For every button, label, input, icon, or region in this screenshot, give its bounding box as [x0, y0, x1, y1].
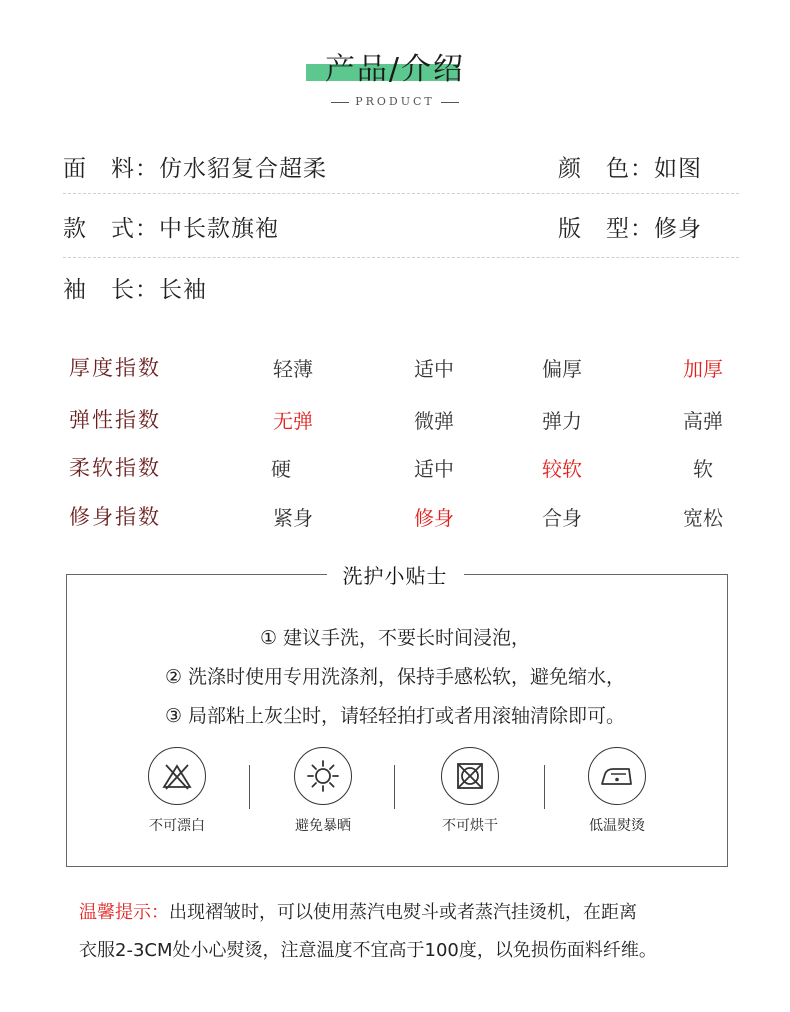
- spec-fabric-value: 仿水貂复合超柔: [159, 156, 327, 182]
- care-line-2: ② 洗涤时使用专用洗涤剂，保持手感松软，避免缩水，: [164, 666, 626, 688]
- no-tumble-dry-icon: [441, 747, 499, 805]
- icon-label-no-sun: 避免暴晒: [295, 818, 351, 834]
- spec-style-value: 中长款旗袍: [159, 216, 279, 242]
- tip-text-1: 出现褶皱时，可以使用蒸汽电熨斗或者蒸汽挂烫机，在距离: [169, 902, 637, 923]
- index-option: 合身: [542, 506, 582, 530]
- spec-sleeve-label: 袖 长：: [63, 277, 159, 303]
- spec-style-label: 款 式：: [63, 216, 159, 242]
- index-option: 高弹: [683, 409, 723, 433]
- no-sun-icon: [294, 747, 352, 805]
- spec-fit: [558, 210, 702, 243]
- index-option: 宽松: [683, 506, 723, 530]
- index-option: 适中: [414, 457, 454, 481]
- index-label-fit: 修身指数: [69, 505, 161, 529]
- subtitle-line-right: [441, 102, 459, 103]
- tip-line-2: 衣服2-3CM处小心熨烫，注意温度不宜高于100度，以免损伤面料纤维。: [79, 940, 657, 961]
- index-option: 偏厚: [542, 357, 582, 381]
- icon-label-low-iron: 低温熨烫: [589, 818, 645, 834]
- spec-color-label: 颜 色：: [558, 156, 654, 182]
- tip-line-1: [79, 898, 637, 924]
- icon-divider: [249, 765, 250, 809]
- index-label-elasticity: 弹性指数: [69, 408, 161, 432]
- index-option: 微弹: [414, 409, 454, 433]
- spec-fabric: [63, 150, 327, 183]
- index-label-softness: 柔软指数: [69, 456, 161, 480]
- care-title: [0, 560, 790, 589]
- care-title-text: 洗护小贴士: [327, 564, 464, 588]
- icon-divider: [394, 765, 395, 809]
- spec-fabric-label: 面 料：: [63, 156, 159, 182]
- icon-label-no-bleach: 不可漂白: [149, 818, 205, 834]
- care-line-3: ③ 局部粘上灰尘时，请轻轻拍打或者用滚轴清除即可。: [164, 705, 626, 727]
- index-option: 紧身: [273, 506, 313, 530]
- spec-color-value: 如图: [654, 156, 702, 182]
- spec-divider: [63, 193, 739, 194]
- spec-style: [63, 210, 279, 243]
- index-option: 弹力: [542, 409, 582, 433]
- index-option: 适中: [414, 357, 454, 381]
- spec-sleeve: [63, 271, 207, 304]
- spec-fit-label: 版 型：: [558, 216, 654, 242]
- page-subtitle: [0, 95, 790, 108]
- index-label-thickness: 厚度指数: [69, 356, 161, 380]
- spec-fit-value: 修身: [654, 216, 702, 242]
- no-bleach-icon: [148, 747, 206, 805]
- index-option-selected: 无弹: [273, 409, 313, 433]
- spec-sleeve-value: 长袖: [159, 277, 207, 303]
- index-option-selected: 加厚: [683, 357, 723, 381]
- spec-color: [558, 150, 702, 183]
- index-option-selected: 修身: [414, 506, 454, 530]
- tip-label: 温馨提示：: [79, 902, 169, 923]
- icon-divider: [544, 765, 545, 809]
- spec-divider: [63, 257, 739, 258]
- page-title: 产品/介绍: [324, 52, 466, 87]
- index-option: 硬: [271, 457, 291, 481]
- index-option: 软: [693, 457, 713, 481]
- low-iron-icon: [588, 747, 646, 805]
- care-line-1: ① 建议手洗，不要长时间浸泡，: [259, 627, 531, 649]
- subtitle-line-left: [331, 102, 349, 103]
- index-option: 轻薄: [273, 357, 313, 381]
- index-option-selected: 较软: [542, 457, 582, 481]
- subtitle-text: PRODUCT: [355, 95, 435, 108]
- icon-label-no-tumble-dry: 不可烘干: [442, 818, 498, 834]
